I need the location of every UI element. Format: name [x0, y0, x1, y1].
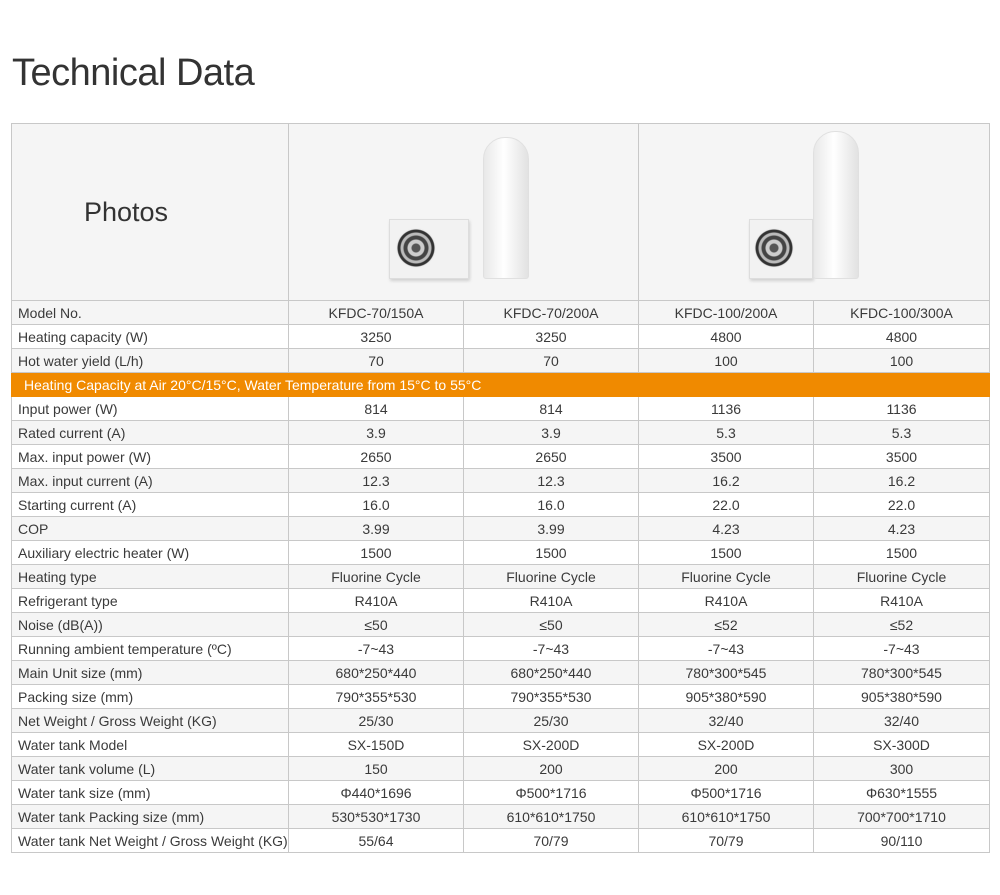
row-label: Auxiliary electric heater (W) — [12, 541, 289, 565]
product-photo-70 — [289, 124, 639, 301]
cell-value: Fluorine Cycle — [814, 565, 990, 589]
cell-value: Fluorine Cycle — [639, 565, 814, 589]
cell-value: 3.99 — [464, 517, 639, 541]
cell-value: R410A — [464, 589, 639, 613]
model-row — [12, 301, 990, 325]
cell-value: 905*380*590 — [639, 685, 814, 709]
cell-value: KFDC-70/200A — [464, 301, 639, 325]
cell-value: 680*250*440 — [464, 661, 639, 685]
cell-value: 150 — [289, 757, 464, 781]
cell-value: -7~43 — [289, 637, 464, 661]
cell-value: 16.0 — [464, 493, 639, 517]
cell-value: 680*250*440 — [289, 661, 464, 685]
row-label: Hot water yield (L/h) — [12, 349, 289, 373]
row-label: Net Weight / Gross Weight (KG) — [12, 709, 289, 733]
cell-value: -7~43 — [814, 637, 990, 661]
cell-value: -7~43 — [639, 637, 814, 661]
cell-value: -7~43 — [464, 637, 639, 661]
row-label: Heating capacity (W) — [12, 325, 289, 349]
row-label: Input power (W) — [12, 397, 289, 421]
product-photo-100 — [639, 124, 990, 301]
cell-value: 100 — [814, 349, 990, 373]
cell-value: 2650 — [289, 445, 464, 469]
cell-value: 12.3 — [464, 469, 639, 493]
photos-row — [12, 124, 990, 301]
cell-value: 32/40 — [814, 709, 990, 733]
cell-value: 16.2 — [639, 469, 814, 493]
row-label: Water tank Packing size (mm) — [12, 805, 289, 829]
spec-row — [12, 613, 990, 637]
cell-value: R410A — [814, 589, 990, 613]
cell-value: ≤52 — [814, 613, 990, 637]
outdoor-unit-image — [749, 219, 813, 279]
cell-value: 25/30 — [289, 709, 464, 733]
cell-value: 780*300*545 — [814, 661, 990, 685]
cell-value: 16.2 — [814, 469, 990, 493]
cell-value: 3.9 — [464, 421, 639, 445]
cell-value: 90/110 — [814, 829, 990, 853]
cell-value: KFDC-70/150A — [289, 301, 464, 325]
cell-value: 200 — [464, 757, 639, 781]
cell-value: Fluorine Cycle — [464, 565, 639, 589]
photos-label: Photos — [12, 124, 289, 301]
cell-value: 700*700*1710 — [814, 805, 990, 829]
row-label: Model No. — [12, 301, 289, 325]
spec-row — [12, 757, 990, 781]
row-label: Water tank Net Weight / Gross Weight (KG) — [12, 829, 289, 853]
water-tank-image — [483, 137, 529, 279]
cell-value: 5.3 — [639, 421, 814, 445]
cell-value: 55/64 — [289, 829, 464, 853]
cell-value: 3500 — [814, 445, 990, 469]
spec-row — [12, 685, 990, 709]
spec-row — [12, 805, 990, 829]
cell-value: 1500 — [814, 541, 990, 565]
cell-value: 4.23 — [814, 517, 990, 541]
spec-row — [12, 829, 990, 853]
cell-value: 300 — [814, 757, 990, 781]
cell-value: 200 — [639, 757, 814, 781]
cell-value: 1500 — [464, 541, 639, 565]
cell-value: 790*355*530 — [464, 685, 639, 709]
cell-value: Fluorine Cycle — [289, 565, 464, 589]
row-label: Water tank volume (L) — [12, 757, 289, 781]
cell-value: 3250 — [464, 325, 639, 349]
cell-value: Φ500*1716 — [464, 781, 639, 805]
cell-value: 12.3 — [289, 469, 464, 493]
row-label: Noise (dB(A)) — [12, 613, 289, 637]
spec-row — [12, 349, 990, 373]
cell-value: 1136 — [814, 397, 990, 421]
cell-value: 70 — [289, 349, 464, 373]
row-label: Max. input current (A) — [12, 469, 289, 493]
cell-value: 25/30 — [464, 709, 639, 733]
cell-value: 100 — [639, 349, 814, 373]
cell-value: ≤50 — [464, 613, 639, 637]
row-label: Max. input power (W) — [12, 445, 289, 469]
cell-value: 814 — [289, 397, 464, 421]
spec-row — [12, 589, 990, 613]
cell-value: 790*355*530 — [289, 685, 464, 709]
row-label: Water tank size (mm) — [12, 781, 289, 805]
water-tank-image — [813, 131, 859, 279]
cell-value: 905*380*590 — [814, 685, 990, 709]
cell-value: 32/40 — [639, 709, 814, 733]
cell-value: 2650 — [464, 445, 639, 469]
row-label: Rated current (A) — [12, 421, 289, 445]
condition-band-text: Heating Capacity at Air 20°C/15°C, Water Temperature from 15°C to 55°C — [12, 373, 990, 397]
cell-value: 610*610*1750 — [639, 805, 814, 829]
row-label: COP — [12, 517, 289, 541]
cell-value: 70 — [464, 349, 639, 373]
spec-row — [12, 709, 990, 733]
spec-row — [12, 517, 990, 541]
spec-row — [12, 781, 990, 805]
row-label: Starting current (A) — [12, 493, 289, 517]
row-label: Water tank Model — [12, 733, 289, 757]
cell-value: 70/79 — [464, 829, 639, 853]
condition-band — [12, 373, 990, 397]
row-label: Main Unit size (mm) — [12, 661, 289, 685]
cell-value: KFDC-100/300A — [814, 301, 990, 325]
spec-row — [12, 541, 990, 565]
row-label: Running ambient temperature (ºC) — [12, 637, 289, 661]
technical-data-table — [11, 123, 990, 853]
cell-value: 3250 — [289, 325, 464, 349]
cell-value: ≤52 — [639, 613, 814, 637]
cell-value: R410A — [639, 589, 814, 613]
cell-value: 70/79 — [639, 829, 814, 853]
cell-value: 1136 — [639, 397, 814, 421]
row-label: Heating type — [12, 565, 289, 589]
cell-value: KFDC-100/200A — [639, 301, 814, 325]
cell-value: 780*300*545 — [639, 661, 814, 685]
spec-row — [12, 565, 990, 589]
cell-value: 3.9 — [289, 421, 464, 445]
cell-value: 1500 — [289, 541, 464, 565]
cell-value: Φ500*1716 — [639, 781, 814, 805]
cell-value: 4800 — [639, 325, 814, 349]
cell-value: SX-300D — [814, 733, 990, 757]
row-label: Refrigerant type — [12, 589, 289, 613]
page-title: Technical Data — [12, 52, 255, 94]
cell-value: 814 — [464, 397, 639, 421]
cell-value: 610*610*1750 — [464, 805, 639, 829]
cell-value: Φ630*1555 — [814, 781, 990, 805]
cell-value: 22.0 — [814, 493, 990, 517]
cell-value: ≤50 — [289, 613, 464, 637]
cell-value: SX-200D — [464, 733, 639, 757]
cell-value: 16.0 — [289, 493, 464, 517]
cell-value: R410A — [289, 589, 464, 613]
outdoor-unit-image — [389, 219, 469, 279]
cell-value: Φ440*1696 — [289, 781, 464, 805]
spec-row — [12, 421, 990, 445]
spec-row — [12, 493, 990, 517]
spec-row — [12, 637, 990, 661]
spec-row — [12, 325, 990, 349]
spec-row — [12, 445, 990, 469]
cell-value: 3500 — [639, 445, 814, 469]
cell-value: 530*530*1730 — [289, 805, 464, 829]
spec-row — [12, 661, 990, 685]
spec-row — [12, 469, 990, 493]
row-label: Packing size (mm) — [12, 685, 289, 709]
cell-value: SX-150D — [289, 733, 464, 757]
spec-row — [12, 733, 990, 757]
cell-value: 4800 — [814, 325, 990, 349]
cell-value: 1500 — [639, 541, 814, 565]
cell-value: SX-200D — [639, 733, 814, 757]
spec-row — [12, 397, 990, 421]
cell-value: 4.23 — [639, 517, 814, 541]
cell-value: 22.0 — [639, 493, 814, 517]
cell-value: 3.99 — [289, 517, 464, 541]
cell-value: 5.3 — [814, 421, 990, 445]
